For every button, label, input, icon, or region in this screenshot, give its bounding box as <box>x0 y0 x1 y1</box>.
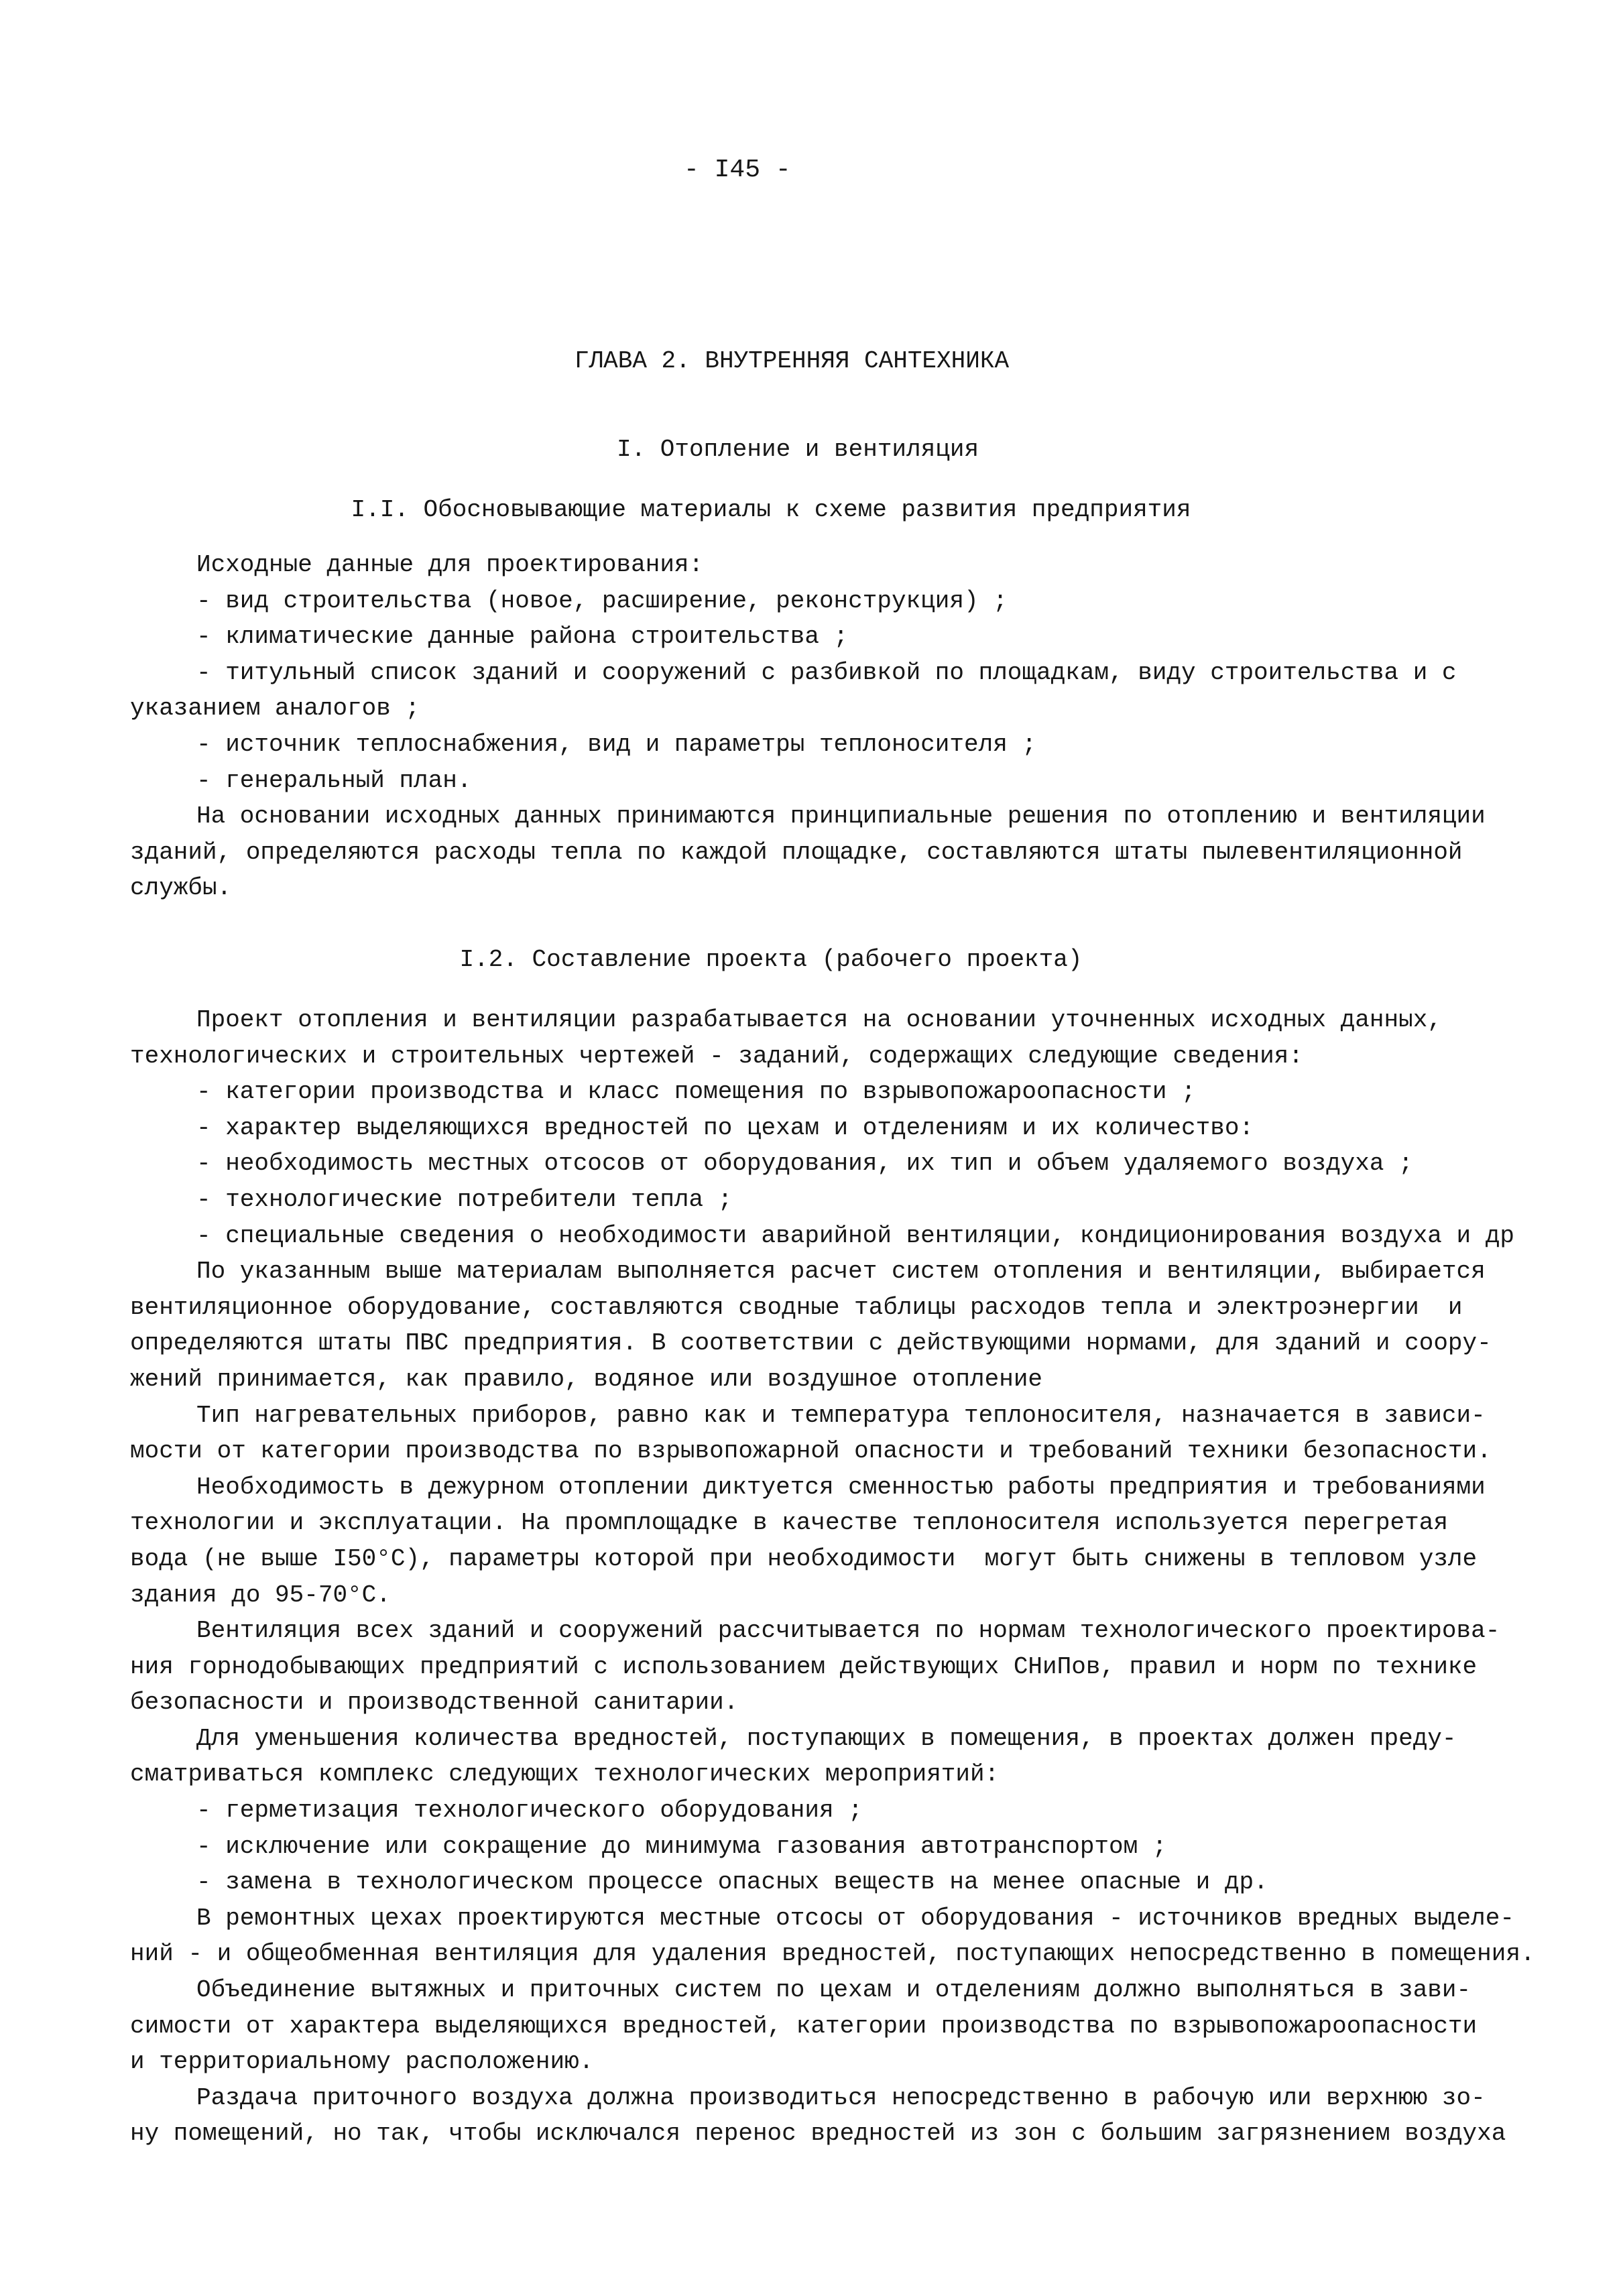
text-line: По указанным выше материалам выполняется расчет систем отопления и вентиляции, выбирается <box>196 1258 1486 1286</box>
list-item <box>130 1829 1551 1865</box>
text-line: Тип нагревательных приборов, равно как и температура теплоносителя, назначается в зависи- <box>196 1401 1486 1429</box>
list-item <box>130 583 1551 619</box>
list-item <box>130 1146 1551 1182</box>
list-item <box>130 1218 1551 1254</box>
text-line: - специальные сведения о необходимости аварийной вентиляции, кондиционирования воздуха и др <box>196 1221 1514 1250</box>
list-item <box>130 1074 1551 1110</box>
text-line: - генеральный план. <box>196 766 472 794</box>
section-title: I. Отопление и вентиляция <box>616 436 979 463</box>
paragraph <box>130 1254 1551 1397</box>
list-item <box>130 763 1551 799</box>
text-line: службы. <box>130 874 232 902</box>
text-line: - технологические потребители тепла ; <box>196 1185 733 1213</box>
section-1-1 <box>130 492 1551 906</box>
text-line: мости от категории производства по взрывопожарной опасности и требований техники безопасности. <box>130 1437 1492 1465</box>
list-item <box>130 727 1551 763</box>
paragraph <box>130 547 1551 583</box>
section-1-2 <box>130 942 1551 2152</box>
list-item <box>130 655 1551 727</box>
paragraph <box>130 1398 1551 1469</box>
paragraph <box>130 1002 1551 1074</box>
text-line: Вентиляция всех зданий и сооружений рассчитывается по нормам технологического проектирова- <box>196 1617 1500 1645</box>
text-line: ну помещений, но так, чтобы исключался перенос вредностей из зон с большим загрязнением воздуха <box>130 2120 1506 2148</box>
text-line: Для уменьшения количества вредностей, поступающих в помещения, в проектах должен преду- <box>196 1724 1457 1752</box>
text-line: Проект отопления и вентиляции разрабатывается на основании уточненных исходных данных, <box>196 1006 1442 1034</box>
text-line: технологии и эксплуатации. На промплощадке в качестве теплоносителя используется перегретая <box>130 1509 1448 1537</box>
subsection-title: I.I. Обосновывающие материалы к схеме развития предприятия <box>351 496 1191 524</box>
paragraph <box>130 1721 1551 1793</box>
text-line: указанием аналогов ; <box>130 694 420 723</box>
list-item <box>130 1110 1551 1146</box>
paragraph <box>130 1900 1551 1972</box>
text-line: - титульный список зданий и сооружений с разбивкой по площадкам, виду строительства и с <box>196 658 1457 686</box>
text-line: На основании исходных данных принимаются принципиальные решения по отоплению и вентиляции <box>196 802 1486 831</box>
list-item <box>130 1182 1551 1218</box>
paragraph <box>130 798 1551 906</box>
text-line: сматриваться комплекс следующих технологических мероприятий: <box>130 1760 1000 1789</box>
text-line: - вид строительства (новое, расширение, реконструкция) ; <box>196 587 1008 615</box>
subsection-title: I.2. Составление проекта (рабочего проекта) <box>459 946 1083 973</box>
text-line: В ремонтных цехах проектируются местные отсосы от оборудования - источников вредных выделе- <box>196 1904 1514 1932</box>
paragraph <box>130 2080 1551 2152</box>
text-line: вода (не выше I50°C), параметры которой при необходимости могут быть снижены в тепловом узле <box>130 1545 1478 1573</box>
chapter-title: ГЛАВА 2. ВНУТРЕННЯЯ САНТЕХНИКА <box>574 347 1010 375</box>
text-line: - характер выделяющихся вредностей по цехам и отделениям и их количество: <box>196 1113 1254 1142</box>
text-line: жений принимается, как правило, водяное или воздушное отопление <box>130 1365 1043 1393</box>
text-line: ния горнодобывающих предприятий с использованием действующих СНиПов, правил и норм по технике <box>130 1652 1478 1681</box>
list-item <box>130 619 1551 655</box>
text-line: зданий, определяются расходы тепла по каждой площадке, составляются штаты пылевентиляционной <box>130 838 1463 866</box>
text-line: определяются штаты ПВС предприятия. В соответствии с действующими нормами, для зданий и соору- <box>130 1329 1492 1357</box>
text-line: здания до 95-70°C. <box>130 1581 391 1609</box>
page-number: - I45 - <box>684 156 791 184</box>
text-line: - исключение или сокращение до минимума газования автотранспортом ; <box>196 1832 1167 1860</box>
text-line: технологических и строительных чертежей - заданий, содержащих следующие сведения: <box>130 1042 1303 1070</box>
paragraph <box>130 1469 1551 1613</box>
paragraph <box>130 1972 1551 2080</box>
list-item <box>130 1793 1551 1829</box>
list-item <box>130 1864 1551 1900</box>
text-line: - герметизация технологического оборудования ; <box>196 1797 863 1825</box>
text-line: - необходимость местных отсосов от оборудования, их тип и объем удаляемого воздуха ; <box>196 1150 1413 1178</box>
text-line: - климатические данные района строительства ; <box>196 623 849 651</box>
text-line: безопасности и производственной санитарии. <box>130 1689 739 1717</box>
text-line: Необходимость в дежурном отоплении диктуется сменностью работы предприятия и требованиями <box>196 1473 1486 1501</box>
text-line: и территориальному расположению. <box>130 2048 594 2076</box>
text-line: ний - и общеобменная вентиляция для удаления вредностей, поступающих непосредственно в помещения. <box>130 1940 1535 1968</box>
text-line: вентиляционное оборудование, составляются сводные таблицы расходов тепла и электроэнергии и <box>130 1293 1463 1321</box>
text-line: Исходные данные для проектирования: <box>196 551 704 579</box>
text-line: - замена в технологическом процессе опасных веществ на менее опасные и др. <box>196 1868 1268 1896</box>
text-line: - категории производства и класс помещения по взрывопожароопасности ; <box>196 1078 1196 1106</box>
text-line: симости от характера выделяющихся вредностей, категории производства по взрывопожароопасности <box>130 2012 1478 2040</box>
text-line: - источник теплоснабжения, вид и параметры теплоносителя ; <box>196 730 1037 758</box>
text-line: Раздача приточного воздуха должна производиться непосредственно в рабочую или верхнюю зо- <box>196 2083 1486 2112</box>
text-line: Объединение вытяжных и приточных систем по цехам и отделениям должно выполняться в зави- <box>196 1976 1471 2004</box>
paragraph <box>130 1613 1551 1721</box>
